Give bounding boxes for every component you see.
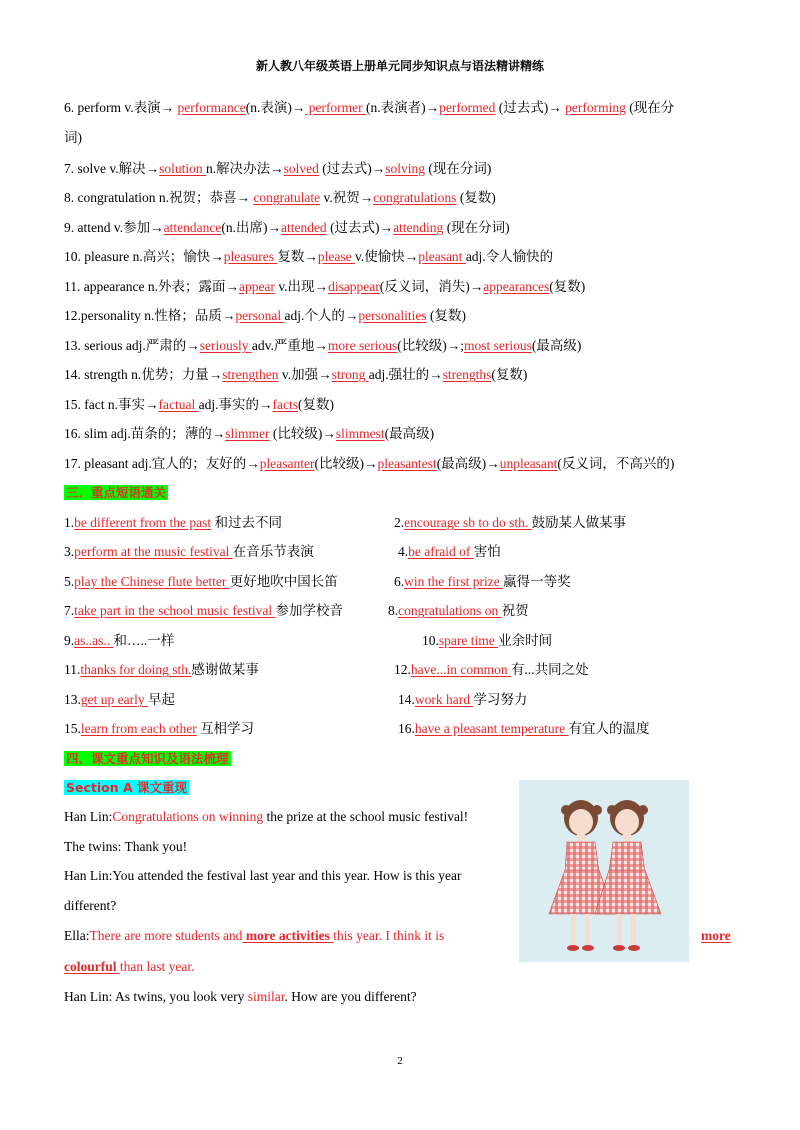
word-line-14: 14. strength n.优势；力量→strengthen v.加强→strong adj.强壮的→strengths(复数) xyxy=(64,367,528,382)
phrase-row-2: 3.perform at the music festival 在音乐节表演 4.be afraid of 害怕 xyxy=(64,544,501,559)
phrase-row-6: 11.thanks for doing sth.感谢做某事 12.have...in common 有...共同之处 xyxy=(64,662,589,677)
dialog-line-1: Han Lin:Congratulations on winning the prize at the school music festival! xyxy=(64,809,469,824)
word-line-17: 17. pleasant adj.宜人的；友好的→pleasanter(比较级)→pleasantest(最高级)→unpleasant(反义词，不高兴的) xyxy=(64,456,675,471)
word-line-13: 13. serious adj.严肃的→seriously adv.严重地→more serious(比较级)→;most serious(最高级) xyxy=(64,338,582,353)
phrase-row-8: 15.learn from each other 互相学习 16.have a pleasant temperature 有宜人的温度 xyxy=(64,721,650,736)
word-line-6: 6. perform v.表演→ performance(n.表演)→ performer (n.表演者)→performed (过去式)→ performing (现在分 xyxy=(64,100,675,115)
phrase-row-5: 9.as..as.. 和…..一样 10.spare time 业余时间 xyxy=(64,633,553,648)
word-line-10: 10. pleasure n.高兴；愉快→pleasures 复数→please v.使愉快→pleasant adj.令人愉快的 xyxy=(64,249,554,264)
dialog-line-3: Han Lin:You attended the festival last year and this year. How is this year xyxy=(64,868,462,883)
dialog-line-3-cont: different? xyxy=(64,898,117,913)
twins-drawing xyxy=(519,780,689,962)
word-line-8: 8. congratulation n.祝贺；恭喜→ congratulate v.祝贺→congratulations (复数) xyxy=(64,190,496,205)
dialog-line-4-end: more xyxy=(701,928,731,943)
section-a-heading: Section A 课文重现 xyxy=(66,780,188,795)
dialog-line-5: colourful than last year. xyxy=(64,959,195,974)
page-header: 新人教八年级英语上册单元同步知识点与语法精讲精练 xyxy=(255,59,544,73)
word-line-6-cont: 词) xyxy=(64,130,82,145)
word-line-12: 12.personality n.性格；品质→personal adj.个人的→personalities (复数) xyxy=(64,308,466,323)
section-3-heading: 三．重点短语通关 xyxy=(66,485,167,500)
word-line-15: 15. fact n.事实→factual adj.事实的→facts(复数) xyxy=(64,397,334,412)
dialog-line-4: Ella:There are more students and more activities this year. I think it is xyxy=(64,928,445,943)
section-4-heading: 四、课文重点知识及语法梳理 xyxy=(66,751,229,766)
phrase-row-1: 1.be different from the past 和过去不同 2.encourage sb to do sth. 鼓励某人做某事 xyxy=(64,515,627,530)
word-line-7: 7. solve v.解决→solution n.解决办法→solved (过去式)→solving (现在分词) xyxy=(64,161,492,176)
word-line-9: 9. attend v.参加→attendance(n.出席)→attended (过去式)→attending (现在分词) xyxy=(64,220,510,235)
dialog-line-6: Han Lin: As twins, you look very similar. How are you different? xyxy=(64,989,417,1004)
phrase-row-4: 7.take part in the school music festival 参加学校音 8.congratulations on 祝贺 xyxy=(64,603,529,618)
dialog-line-2: The twins: Thank you! xyxy=(64,839,188,854)
phrase-row-3: 5.play the Chinese flute better 更好地吹中国长笛 6.win the first prize 赢得一等奖 xyxy=(64,574,571,589)
phrase-row-7: 13.get up early 早起 14.work hard 学习努力 xyxy=(64,692,528,707)
word-line-16: 16. slim adj.苗条的；薄的→slimmer (比较级)→slimmest(最高级) xyxy=(64,426,435,441)
twins-illustration xyxy=(519,780,689,962)
word-line-11: 11. appearance n.外表；露面→appear v.出现→disappear(反义词，消失)→appearances(复数) xyxy=(64,279,586,294)
page-number: 2 xyxy=(397,1055,403,1067)
